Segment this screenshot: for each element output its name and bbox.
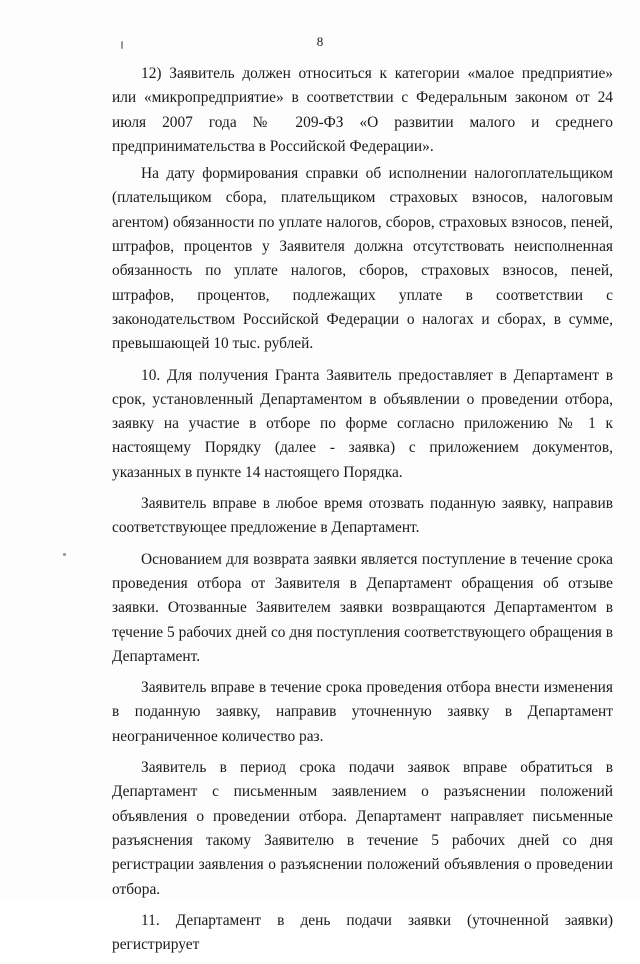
document-body bbox=[112, 62, 613, 964]
scan-speck bbox=[63, 553, 66, 556]
paragraph-item-11: 11. Департамент в день подачи заявки (уточненной заявки) регистрирует bbox=[112, 911, 613, 954]
paragraph-return-grounds: Основанием для возврата заявки является поступление в течение срока проведения отбора от Заявителя в Департамент обращения об отзыве заявки. Отозванные Заявителем заявки возвращаются Департаментом в течение 5 рабочих дней со дня поступления соответствующего обращения в Департамент. bbox=[112, 550, 613, 665]
paragraph-item-10: 10. Для получения Гранта Заявитель предоставляет в Департамент в срок, установленный Департаментом в объявлении о проведении отбора, заявку на участие в отборе по форме согласно приложению № 1 к настоящему Порядку (далее - заявка) с приложением документов, указанных в пункте 14 настоящего Порядка. bbox=[112, 366, 613, 481]
page-number: 8 bbox=[316, 34, 324, 49]
paragraph-withdraw-application: Заявитель вправе в любое время отозвать поданную заявку, направив соответствующее предложение в Департамент. bbox=[112, 495, 613, 537]
paragraph-amend-application: Заявитель вправе в течение срока проведения отбора внести изменения в поданную заявку, направив уточненную заявку в Департамент неограниченное количество раз. bbox=[112, 679, 613, 745]
paragraph-item-12: 12) Заявитель должен относиться к категории «малое предприятие» или «микропредприятие» в соответствии с Федеральным законом от 24 июля 2007 года № 209-ФЗ «О развитии малого и среднего предпринимательства в Российской Федерации». bbox=[112, 65, 613, 155]
paragraph-clarification-request: Заявитель в период срока подачи заявок вправе обратиться в Департамент с письменным заявлением о разъяснении положений объявления о проведении отбора. Департамент направляет письменные разъяснения такому Заявителю в течение 5 рабочих дней со дня регистрации заявления о разъяснении положений объявления о проведении отбора. bbox=[112, 759, 613, 898]
paragraph-tax-obligations: На дату формирования справки об исполнении налогоплательщиком (плательщиком сбора, плательщиком страховых взносов, налоговым агентом) обязанности по уплате налогов, сборов, страховых взносов, пеней, штрафов, процентов у Заявителя должна отсутствовать неисполненная обязанность по уплате налогов, сборов, страховых взносов, пеней, штрафов, процентов, подлежащих уплате в соответствии с законодательством Российской Федерации о налогах и сборах, в сумме, превышающей 10 тыс. рублей. bbox=[112, 165, 613, 353]
